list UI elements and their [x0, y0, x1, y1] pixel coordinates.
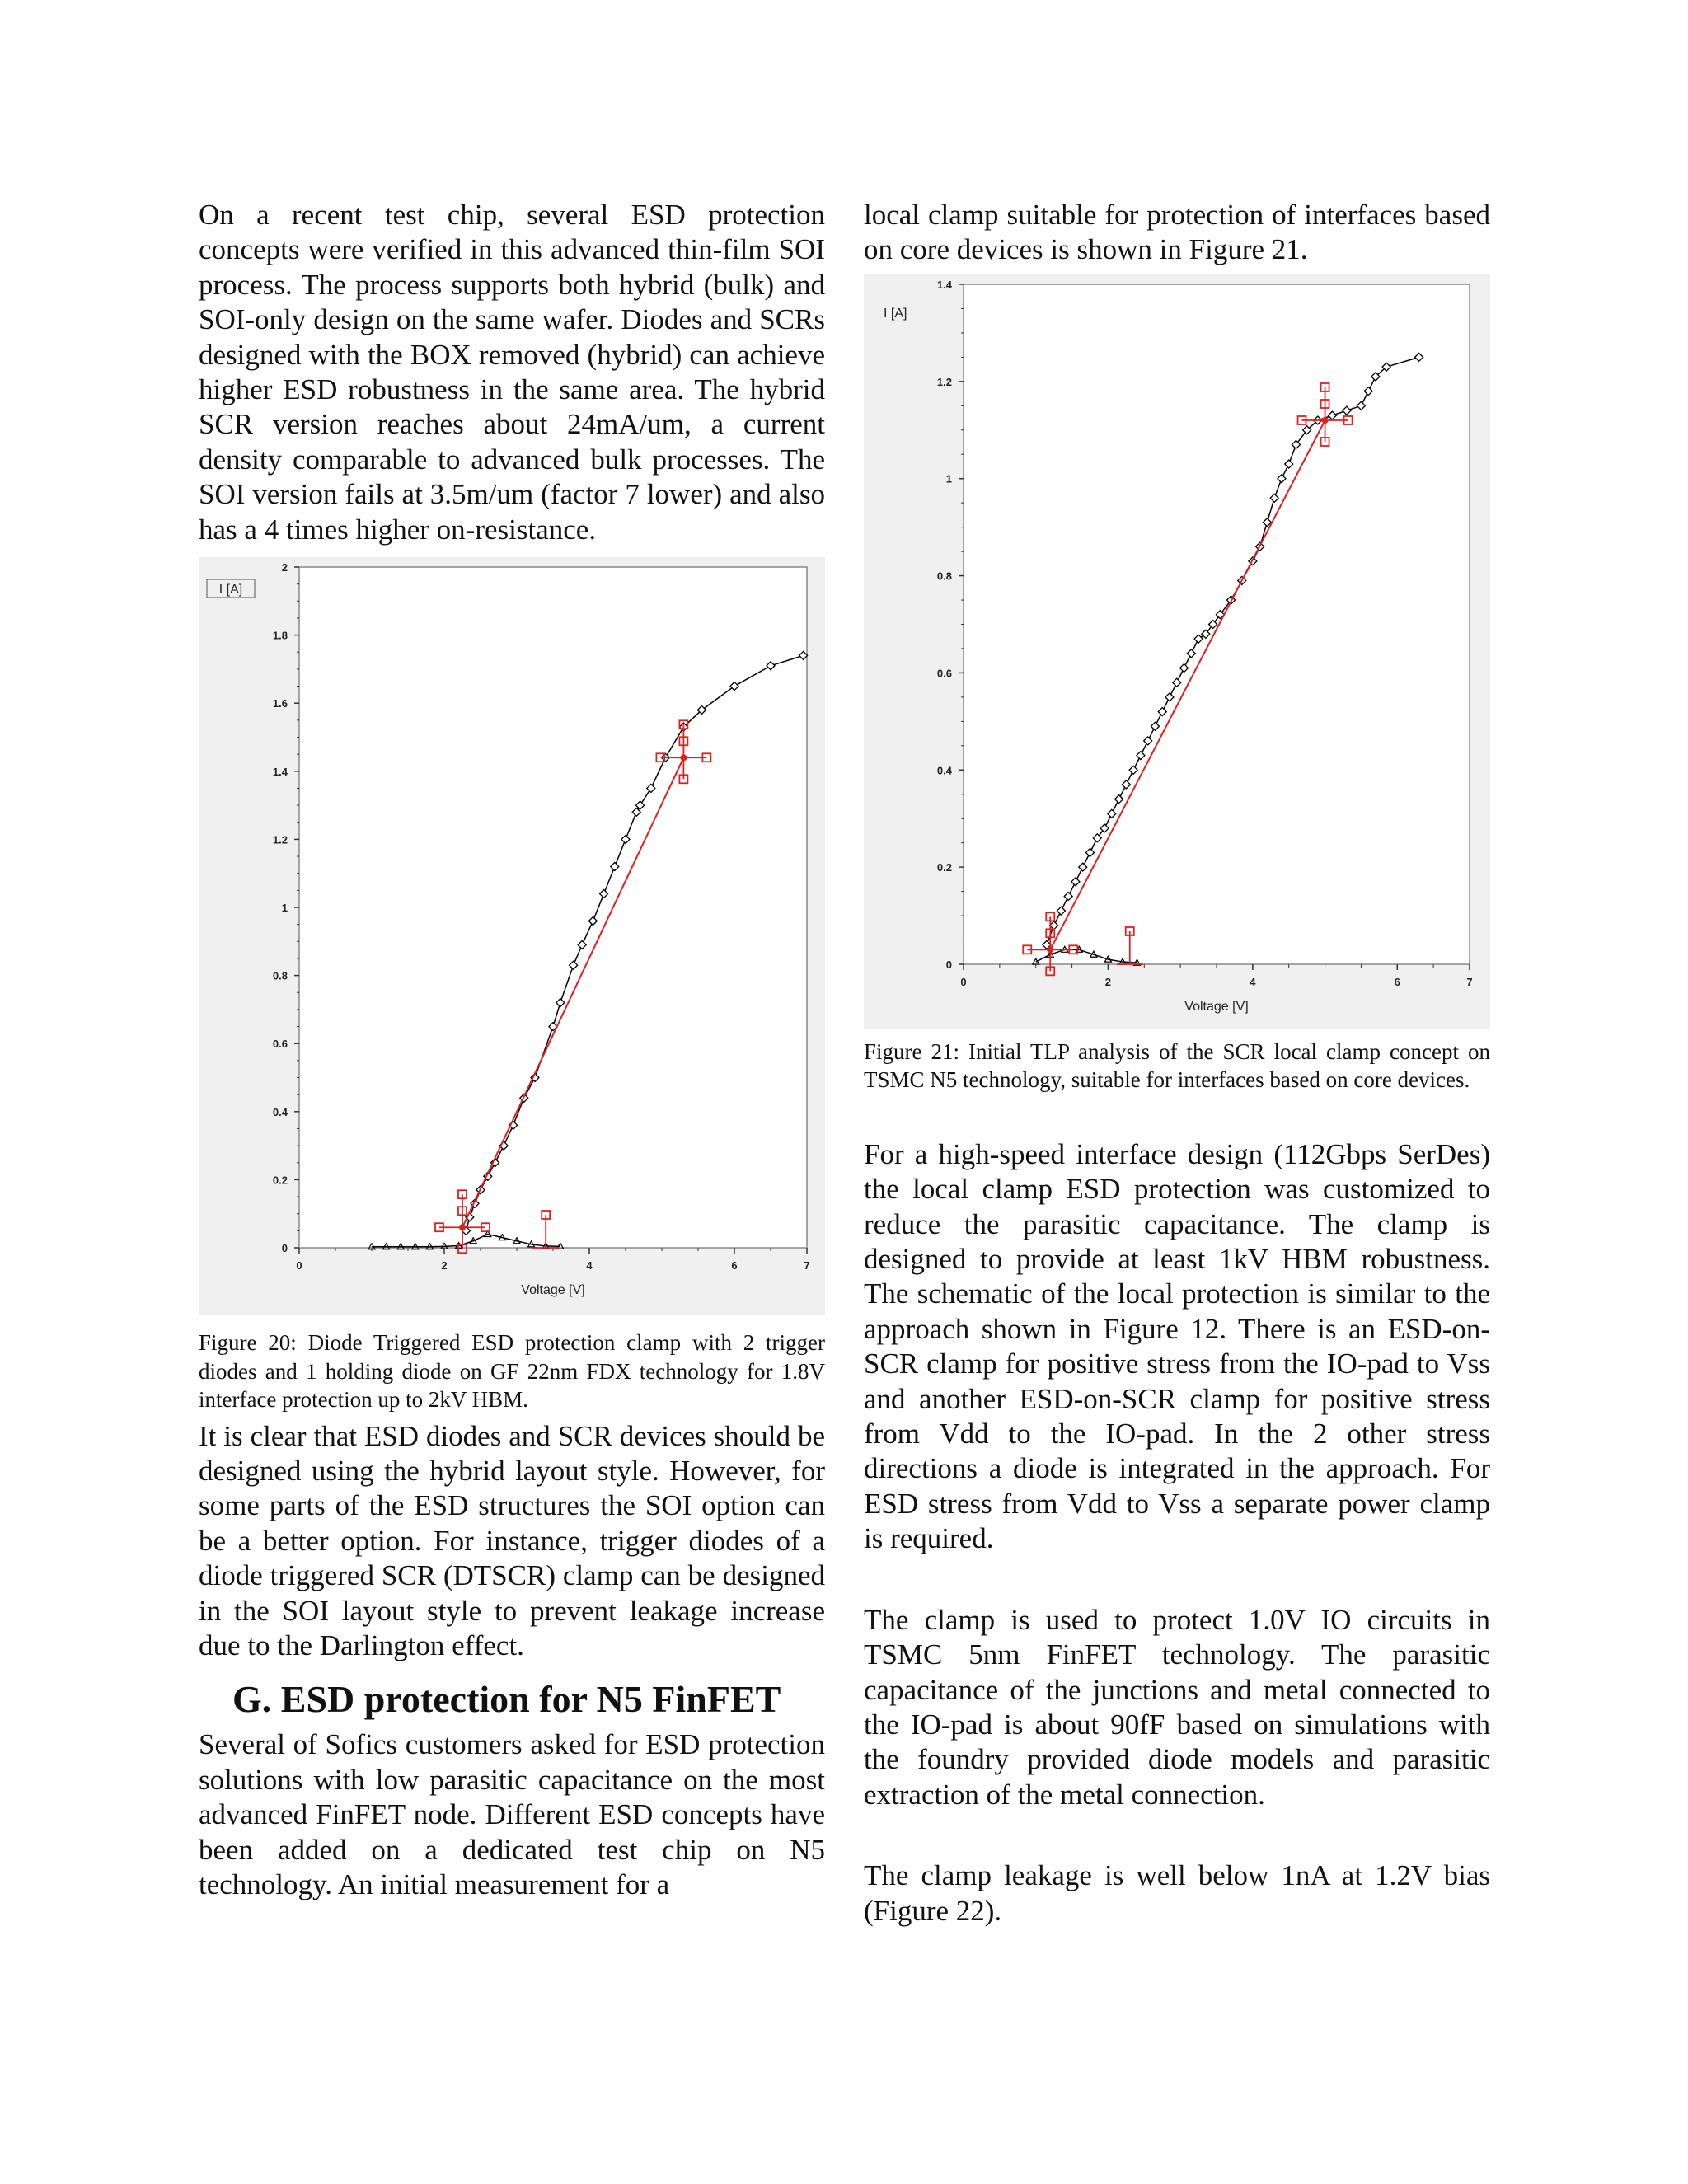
figure-20-chart — [199, 557, 825, 1315]
paragraph: local clamp suitable for protection of interfaces based on core devices is shown in Figure 21. — [864, 199, 1490, 266]
y-tick-label: 1 — [281, 902, 288, 915]
x-tick-label: 4 — [586, 1259, 593, 1272]
marker-center — [1047, 946, 1053, 953]
paragraph: Several of Sofics customers asked for ESD protection solutions with low parasitic capacitance on the most advanced FinFET node. Different ESD concepts have been added on a dedicated test chip on N5 technology. An initial measurement for a — [199, 1728, 825, 1901]
paragraph: The clamp is used to protect 1.0V IO circuits in TSMC 5nm FinFET technology. The parasitic capacitance of the junctions and metal connected to the IO-pad is about 90fF based on simulations with the foundry provided diode models and parasitic extraction of the metal connection. — [864, 1603, 1490, 1811]
paragraph: For a high-speed interface design (112Gbps SerDes) the local clamp ESD protection was customized to reduce the parasitic capacitance. The clamp is designed to provide at least 1kV HBM robustness. The schematic of the local protection is similar to the approach shown in Figure 12. There is an ESD-on-SCR clamp for positive stress from the IO-pad to Vss and another ESD-on-SCR clamp for positive stress from Vdd to the IO-pad. In the 2 other stress directions a diode is integrated in the approach. For ESD stress from Vdd to Vss a separate power clamp is required. — [864, 1137, 1490, 1555]
y-tick-label: 0 — [281, 1242, 288, 1255]
right-column — [864, 198, 1490, 1929]
x-tick-label: 0 — [960, 975, 967, 988]
y-tick-label: 0.2 — [272, 1174, 288, 1187]
x-tick-label: 7 — [1466, 975, 1473, 988]
x-tick-label: 6 — [1394, 975, 1400, 988]
y-tick-label: 1.4 — [272, 765, 288, 778]
section-heading: G. ESD protection for N5 FinFET — [232, 1678, 781, 1721]
x-tick-label: 2 — [1104, 975, 1112, 988]
y-tick-label: 0.6 — [272, 1038, 288, 1051]
x-tick-label: 2 — [441, 1259, 448, 1272]
x-tick-label: 7 — [804, 1259, 810, 1272]
figure-21 — [864, 274, 1490, 1029]
y-tick-label: 1.2 — [272, 833, 288, 846]
y-tick-label: 1.2 — [936, 375, 952, 388]
figure-21-chart — [864, 274, 1490, 1029]
y-tick-label: 0.4 — [272, 1105, 288, 1118]
y-axis-label-group — [207, 579, 255, 598]
y-tick-label: 1.8 — [272, 629, 288, 642]
y-tick-label: 0 — [945, 958, 952, 971]
y-tick-label: 1 — [945, 472, 952, 485]
y-axis-label-group — [884, 307, 907, 321]
marker-center — [680, 754, 687, 761]
paragraph: On a recent test chip, several ESD protection concepts were verified in this advanced thin-film SOI process. The process supports both hybrid (bulk) and SOI-only design on the same wafer. Diodes and SCRs designed with the BOX removed (hybrid) can achieve higher ESD robustness in the same area. The hybrid SCR version reaches about 24mA/um, a current density comparable to advanced bulk processes. The SOI version fails at 3.5m/um (factor 7 lower) and also has a 4 times higher on-resistance. — [199, 199, 825, 546]
y-tick-label: 0.8 — [936, 569, 952, 583]
y-tick-label: 1.6 — [272, 697, 288, 710]
y-axis-label: I [A] — [884, 306, 907, 321]
figure-20 — [199, 557, 825, 1315]
y-tick-label: 0.8 — [272, 969, 288, 982]
x-axis-label: Voltage [V] — [1184, 999, 1249, 1014]
marker-center — [1322, 417, 1329, 424]
y-axis-label: I [A] — [218, 583, 243, 598]
y-tick-label: 2 — [281, 561, 288, 574]
y-tick-label: 0.4 — [936, 764, 952, 777]
x-tick-label: 0 — [296, 1259, 302, 1272]
paragraph: It is clear that ESD diodes and SCR devices should be designed using the hybrid layout style. However, for some parts of the ESD structures the SOI option can be a better option. For instance, trigger diodes of a diode triggered SCR (DTSCR) clamp can be designed in the SOI layout style to prevent leakage increase due to the Darlington effect. — [199, 1419, 825, 1661]
figure-20-caption: Figure 20: Diode Triggered ESD protection clamp with 2 trigger diodes and 1 holding diode on GF 22nm FDX technology for 1.8V interface protection up to 2kV HBM. — [199, 1330, 825, 1413]
plot-area — [299, 567, 807, 1248]
left-column — [199, 198, 825, 1902]
figure-21-caption: Figure 21: Initial TLP analysis of the SCR local clamp concept on TSMC N5 technology, suitable for interfaces based on core devices. — [864, 1038, 1490, 1093]
marker-center — [459, 1224, 466, 1230]
y-tick-label: 0.6 — [936, 667, 952, 680]
x-axis-label: Voltage [V] — [521, 1283, 585, 1298]
x-tick-label: 6 — [731, 1259, 738, 1272]
paragraph: The clamp leakage is well below 1nA at 1.2V bias (Figure 22). — [864, 1859, 1490, 1927]
y-tick-label: 0.2 — [936, 860, 952, 874]
y-tick-label: 1.4 — [936, 278, 952, 291]
x-tick-label: 4 — [1250, 975, 1256, 988]
